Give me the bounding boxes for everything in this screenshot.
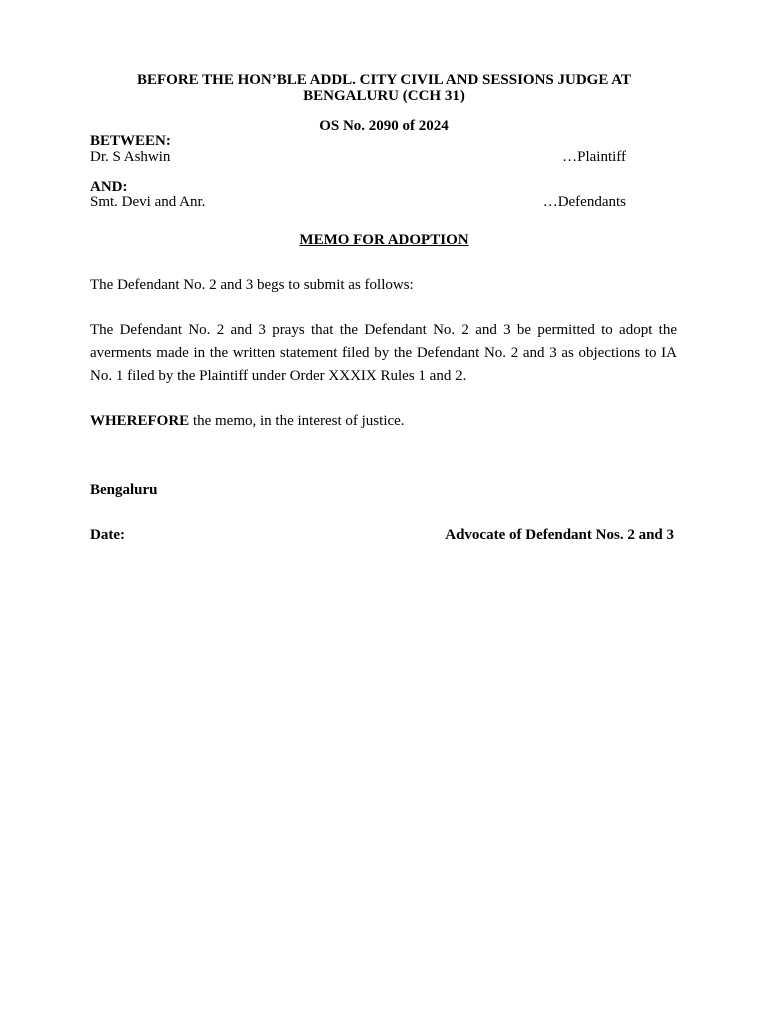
wherefore-text: the memo, in the interest of justice. (189, 413, 405, 429)
court-heading-line-2: BENGALURU (CCH 31) (303, 88, 465, 104)
memo-title: MEMO FOR ADOPTION (299, 232, 469, 248)
court-heading-line-1: BEFORE THE HON’BLE ADDL. CITY CIVIL AND SESSIONS JUDGE AT (136, 72, 632, 88)
defendant-name: Smt. Devi and Anr. (90, 194, 206, 210)
plaintiff-name: Dr. S Ashwin (90, 149, 171, 165)
body-paragraph: The Defendant No. 2 and 3 prays that the Defendant No. 2 and 3 be permitted to adopt the averments made in the written statement filed by the Defendant No. 2 and 3 as objections to IA No. 1 filed by the Plaintiff under Order XXXIX Rules 1 and 2. (90, 322, 677, 384)
between-label: BETWEEN: (90, 133, 171, 149)
case-number: OS No. 2090 of 2024 (319, 118, 449, 134)
court-heading (90, 72, 678, 104)
place: Bengaluru (90, 482, 158, 498)
and-label: AND: (90, 179, 128, 195)
wherefore-keyword: WHEREFORE (90, 413, 190, 429)
plaintiff-role: …Plaintiff (562, 149, 626, 165)
wherefore-paragraph (90, 410, 677, 433)
intro-paragraph: The Defendant No. 2 and 3 begs to submit as follows: (90, 277, 414, 293)
date-label: Date: (90, 527, 125, 543)
defendant-role: …Defendants (542, 194, 626, 210)
signatory: Advocate of Defendant Nos. 2 and 3 (445, 527, 674, 543)
